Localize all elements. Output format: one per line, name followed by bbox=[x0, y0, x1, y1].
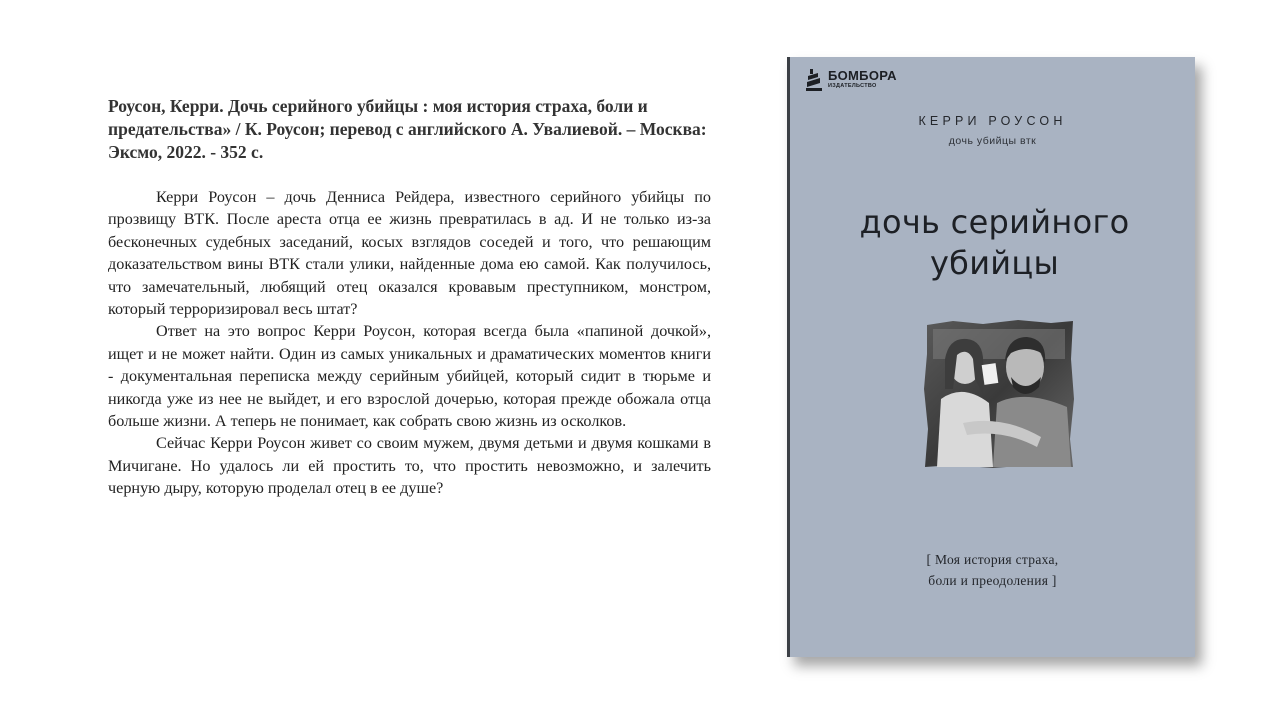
cover-tagline-line-1: [ Моя история страха, bbox=[926, 552, 1059, 567]
cover-photo bbox=[923, 319, 1075, 469]
book-cover-face bbox=[787, 57, 1195, 657]
publisher-logo-block bbox=[806, 67, 897, 91]
cover-title-line-2: убийцы bbox=[929, 244, 1060, 282]
annotation-paragraph-2: Ответ на это вопрос Керри Роусон, которая всегда была «папиной дочкой», ищет и не может найти. Один из самых уникальных и драматических моментов книги - документальная переписка между серийным убийцей, который сидит в тюрьме и никогда уже из нее не выйдет, и его взрослой дочерью, которая прежде обожала отца больше жизни. А теперь не понимает, как собрать свою жизнь из осколков. bbox=[108, 322, 711, 431]
cover-series-subtitle: дочь убийцы втк bbox=[948, 135, 1037, 147]
publisher-logo-icon bbox=[806, 67, 824, 91]
cover-tagline-line-2: боли и преодоления ] bbox=[928, 573, 1057, 588]
bibliographic-record: Роусон, Керри. Дочь серийного убийцы : моя история страха, боли и предательства» / К. Роусон; перевод с английского А. Увалиевой. – Москва: Эксмо, 2022. - 352 с. bbox=[108, 96, 707, 162]
cover-tagline bbox=[790, 549, 1195, 591]
cover-title-line-1: дочь серийного bbox=[859, 203, 1130, 241]
book-cover bbox=[787, 57, 1195, 657]
annotation-paragraph-3: Сейчас Керри Роусон живет со своим мужем, двумя детьми и двумя кошками в Мичигане. Но удалось ли ей простить то, что простить невозможно, и залечить черную дыру, которую проделал отец в ее душе? bbox=[108, 434, 711, 498]
book-annotation bbox=[108, 186, 711, 500]
cover-title bbox=[810, 202, 1179, 284]
publisher-caption: ИЗДАТЕЛЬСТВО bbox=[828, 82, 877, 89]
cover-author: КЕРРИ РОУСОН bbox=[918, 114, 1067, 128]
publisher-name: БОМБОРА bbox=[828, 67, 897, 83]
annotation-paragraph-1: Керри Роусон – дочь Денниса Рейдера, известного серийного убийцы по прозвищу ВТК. После ареста отца ее жизнь превратилась в ад. И не только из-за бесконечных судебных заседаний, косых взглядов соседей и того, что решающим доказательством вины ВТК стали улики, найденные дома ею самой. Как получилось, что замечательный, любящий отец оказался кровавым преступником, монстром, который терроризировал весь штат? bbox=[108, 188, 711, 319]
